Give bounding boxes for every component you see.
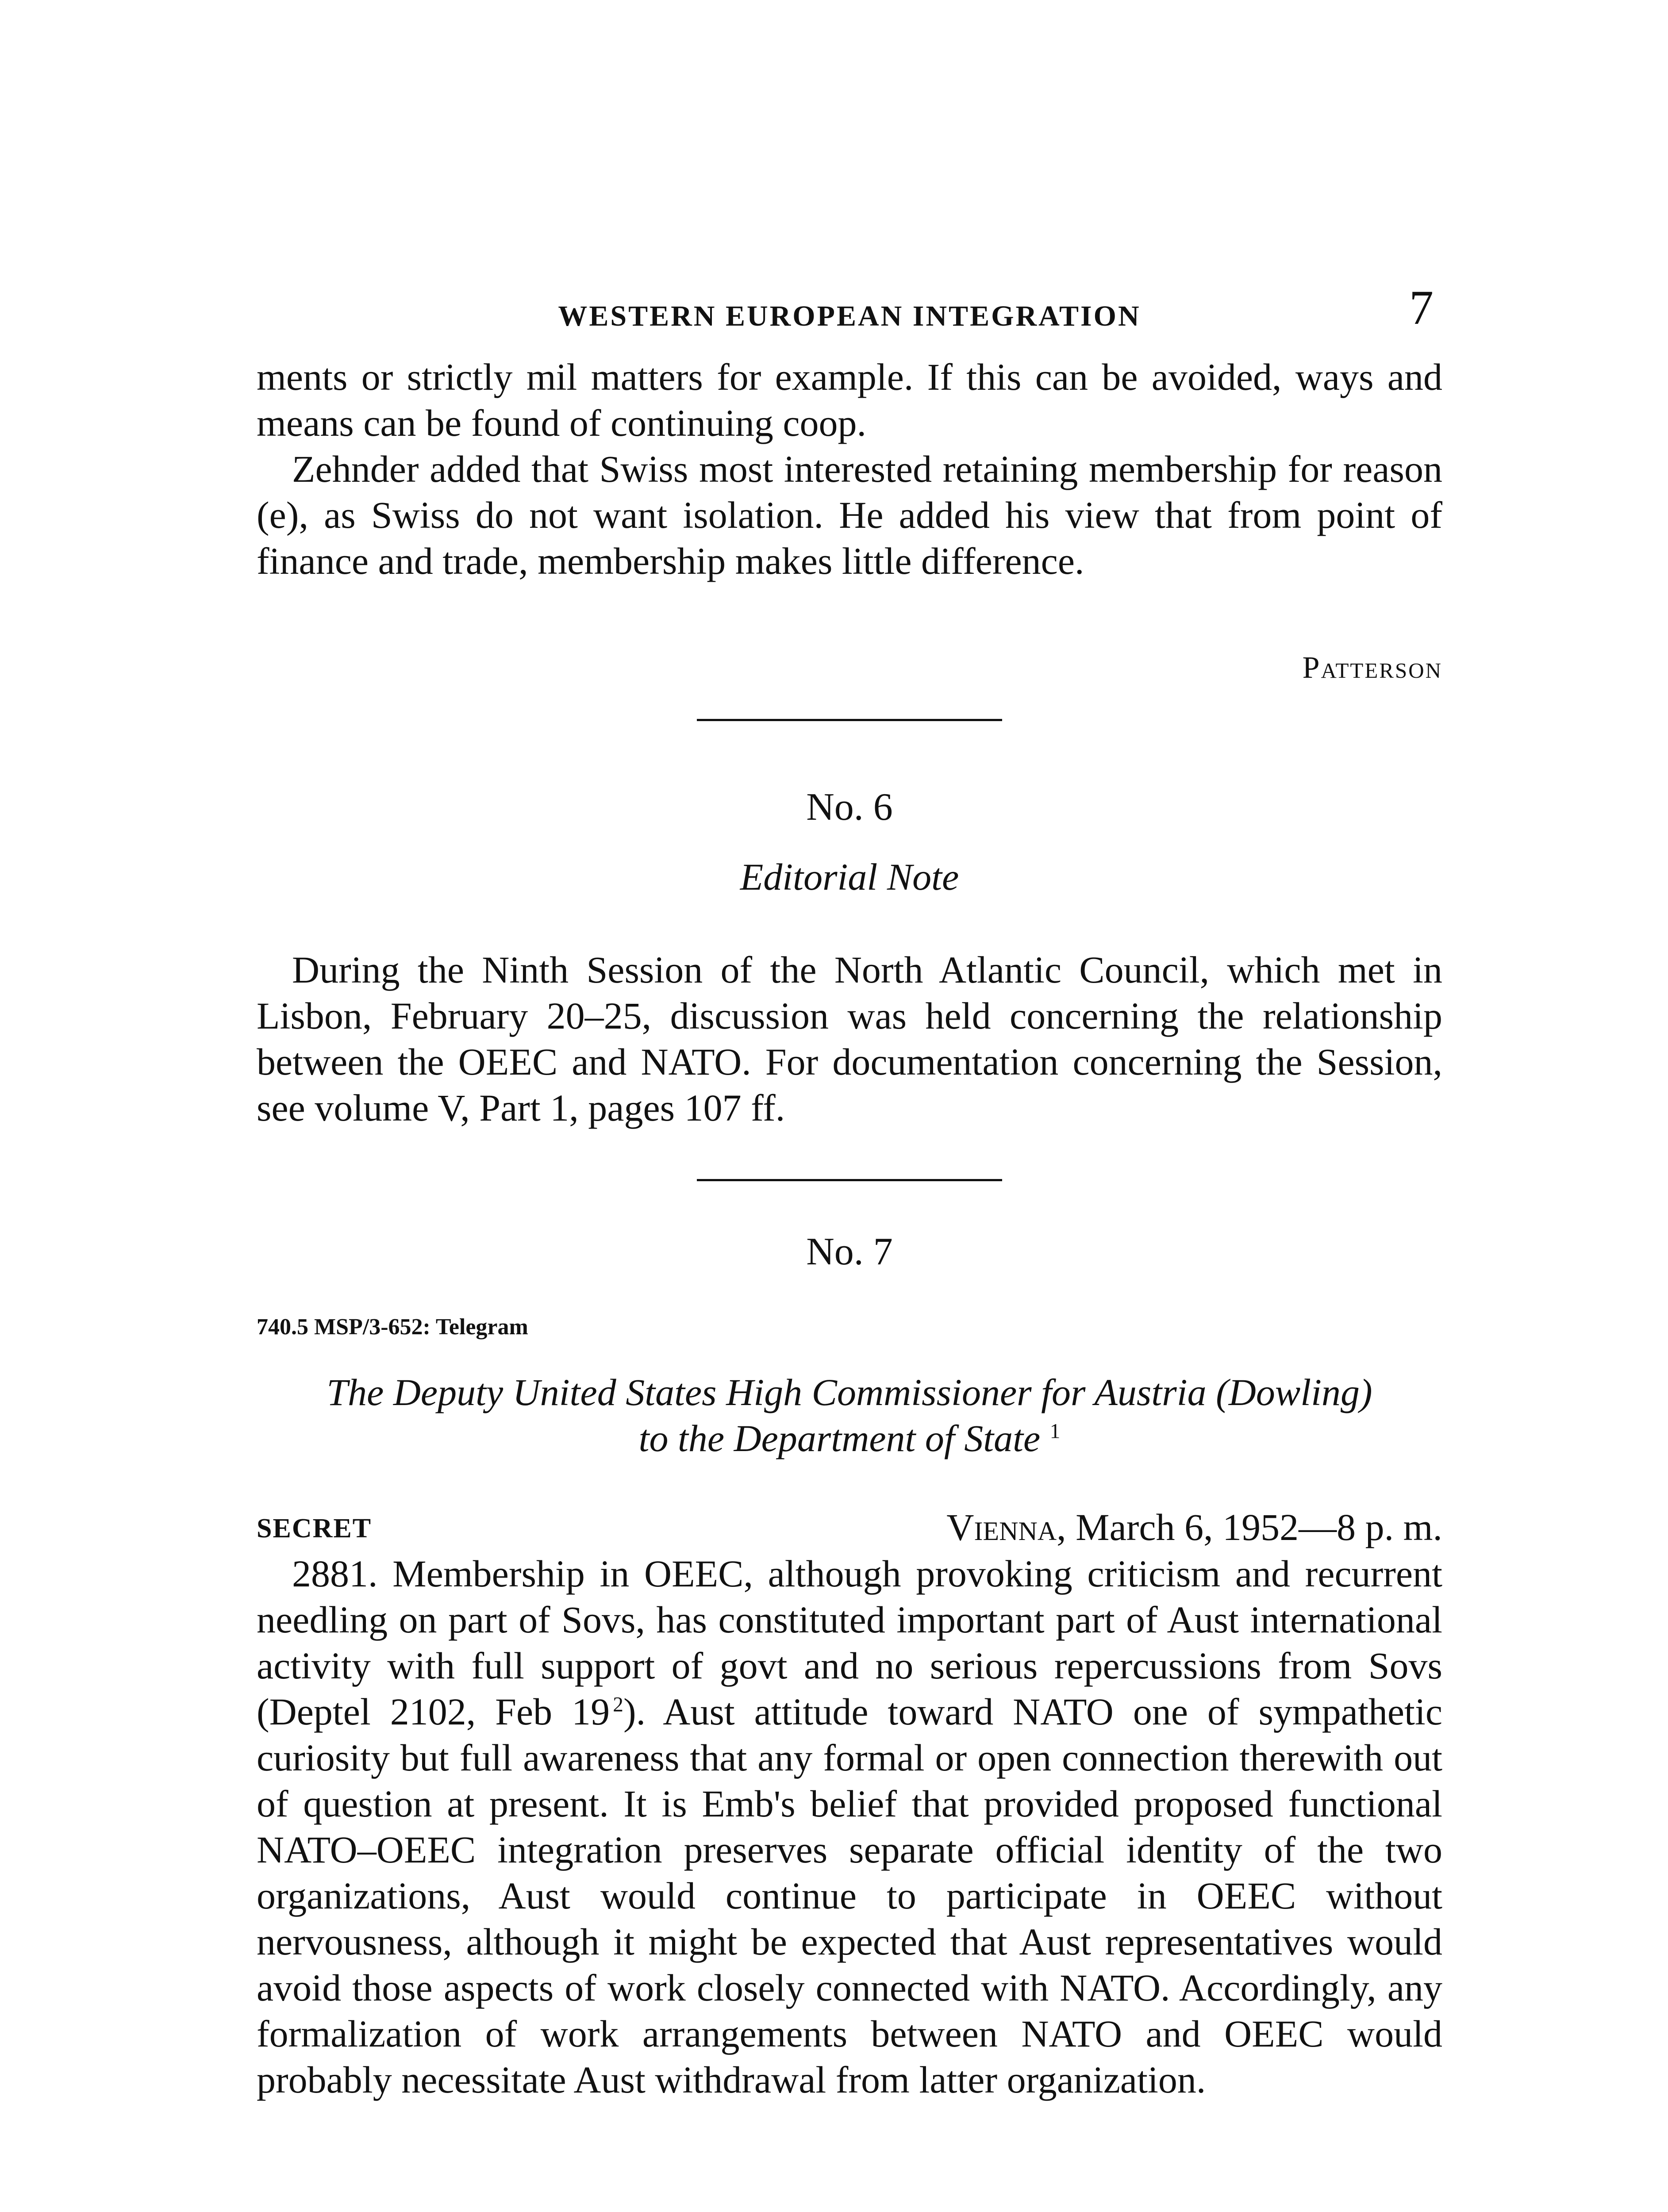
doc5-paragraph-2: Zehnder added that Swiss most interested retaining membership for reason (e), as Swiss do not want isolation. He added his view that from point of finance and trade, membership makes little difference. bbox=[257, 448, 1442, 582]
doc7-title-line-2: to the Department of State bbox=[638, 1417, 1041, 1459]
page-number: 7 bbox=[1409, 280, 1434, 334]
doc7-dateline bbox=[946, 1504, 1442, 1550]
doc5-continuation bbox=[257, 354, 1442, 584]
doc7-body bbox=[257, 1551, 1442, 2103]
doc7-title-line-2-wrap bbox=[257, 1415, 1442, 1461]
doc5-paragraph-1: ments or strictly mil matters for example. If this can be avoided, ways and means can be found of continuing coop. bbox=[257, 356, 1442, 444]
doc6-number: No. 6 bbox=[806, 786, 893, 829]
section-divider-1 bbox=[697, 719, 1002, 721]
doc6-paragraph: During the Ninth Session of the North Atlantic Council, which met in Lisbon, February 20–25, discussion was held concerning the relationship between the OEEC and NATO. For documentation concerning the Session, see volume V, Part 1, pages 107 ff. bbox=[257, 949, 1442, 1129]
doc6-title: Editorial Note bbox=[740, 856, 959, 898]
doc7-number: No. 7 bbox=[806, 1230, 893, 1273]
doc7-text-footnote-ref: 2 bbox=[613, 1693, 623, 1717]
doc7-title-line-1: The Deputy United States High Commissioner for Austria (Dowling) bbox=[327, 1371, 1372, 1413]
doc7-paragraph bbox=[257, 1551, 1442, 2103]
doc6-body bbox=[257, 947, 1442, 1131]
doc7-text-part-1: 2881. Membership in OEEC, although provoking criticism and recurrent needling on part of Sovs, has constituted important part of Aust international activity with full support of govt and no serious repercussions from Sovs (Deptel 2102, Feb 19 bbox=[257, 1552, 1442, 1733]
doc7-dateline-date: March 6, 1952—8 p. m. bbox=[1076, 1506, 1442, 1548]
doc7-classification: SECRET bbox=[257, 1513, 372, 1544]
doc7-dateline-place: Vienna, bbox=[946, 1506, 1066, 1548]
doc7-file-reference: 740.5 MSP/3-652: Telegram bbox=[257, 1314, 528, 1340]
doc5-signature: Patterson bbox=[1302, 651, 1442, 685]
running-head: WESTERN EUROPEAN INTEGRATION bbox=[558, 300, 1141, 332]
doc7-text-part-2: ). Aust attitude toward NATO one of sympathetic curiosity but full awareness that any formal or open connection therewith out of question at present. It is Emb's belief that provided proposed functional NATO–OEEC integration preserves separate official identity of the two organizations, Aust would continue to participate in OEEC without nervousness, although it might be expected that Aust representatives would avoid those aspects of work closely connected with NATO. Accordingly, any formalization of work arrangements between NATO and OEEC would probably necessitate Aust withdrawal from latter organization. bbox=[257, 1690, 1442, 2101]
doc7-title-footnote-ref: 1 bbox=[1049, 1420, 1061, 1443]
doc7-title bbox=[257, 1369, 1442, 1461]
section-divider-2 bbox=[697, 1179, 1002, 1181]
